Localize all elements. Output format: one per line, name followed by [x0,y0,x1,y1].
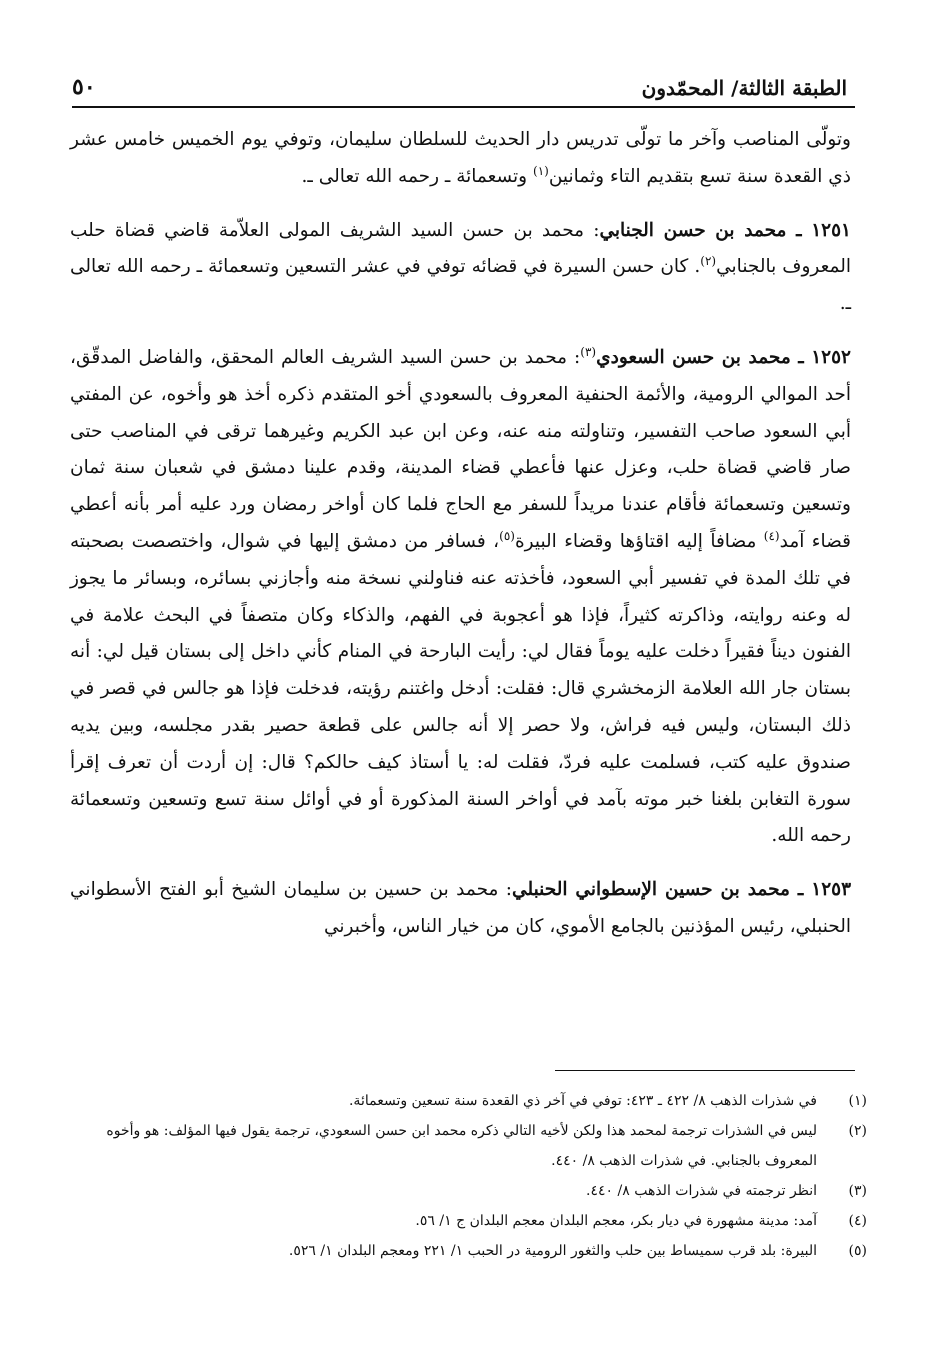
footnote-ref: (٥) [499,528,515,543]
footnote-number: (٢) [848,1123,867,1139]
footnote-rule [555,1070,855,1071]
footnote-item [72,1116,867,1176]
entry-1252: ١٢٥٢ ـ محمد بن حسن السعودي$^{(٣)}$: محمد بن حسن السيد الشريف العالم المحقق، والفاضل المدقّق، أحد الموالي الرومية، والأئمة الحنفية المعروف بالسعودي أخو المتقدم ذكره أخذ هو وأخوه، عن المفتي أبي السعود صاحب التفسير، وتناولته منه عنه، وعن ابن عبد الكريم وغيرهما ترقى في المناصب حتى صار قاضي قضاة حلب، وعزل عنها فأعطي قضاء المدينة، وقدم علينا دمشق في شعبان سنة ثمان وتسعين وتسعمائة فأقام عندنا مريداً للسفر مع الحاج فلما كان أواخر رمضان ورد عليه أمر بأنه أعطي قضاء آمد$^{(٤)}$ مضافاً إليه اقتاؤها وقضاء البيرة$^{(٥)}$، فسافر من دمشق إليها في شوال، واختصصت بصحبته في تلك المدة في تفسير أبي السعود، فأخذته عنه فناولني نسخة منه وأجازني بسائره، وبسائر ما يجوز له وعنه روايته، وذاكرته كثيراً، فإذا هو أعجوبة في الفهم، والذكاء وكان متصفاً في البحث علامة في الفنون ديناً فقيراً دخلت عليه يوماً فقال لي: رأيت البارحة في المنام كأني داخل إلى بستان قيل لي: أنه بستان جار الله العلامة الزمخشري قال: فقلت: أدخل واغتنم رؤيته، فدخلت فإذا هو جالس في قصر في ذلك البستان، وليس فيه فراش، ولا حصر إلا أنه جالس على قطعة حصير بقدر مجلسه، وبين يديه صندوق عليه كتب، فسلمت عليه فردّ، فقلت له: يا أستاذ كيف حالكم؟ قال: إن أردت أن تعرف إقرأ سورة التغابن بلغنا خبر موته بآمد في أواخر السنة المذكورة أو في أوائل سنة تسع وتسعين وتسعمائة رحمه الله. [70,344,851,847]
footnote-item [72,1176,867,1206]
footnote-number: (١) [848,1093,867,1109]
page-number: ٥٠ [72,74,96,100]
footnote-ref: (٢) [700,254,717,269]
footnote-ref: (١) [533,163,549,178]
footnote-text: ليس في الشذرات ترجمة لمحمد هذا ولكن لأخيه التالي ذكره محمد ابن حسن السعودي، ترجمة يقول فيها المؤلف: هو وأخوه المعروف بالجنابي. في شذرات الذهب ٨/ ٤٤٠. [106,1123,817,1169]
running-title: الطبقة الثالثة/ المحمّدون [641,76,847,100]
footnote-text: آمد: مدينة مشهورة في ديار بكر، معجم البلدان معجم البلدان ج ١/ ٥٦. [415,1213,817,1229]
footnote-number: (٥) [848,1243,867,1259]
entry-heading: ١٢٥١ ـ محمد بن حسن الجنابي [599,219,851,241]
footnote-number: (٣) [848,1183,867,1199]
footnote-text: البيرة: بلد قرب سميساط بين حلب والثغور الرومية در الحبب ١/ ٢٢١ ومعجم البلدان ١/ ٥٢٦. [288,1243,817,1259]
paragraph: وتولّى المناصب وآخر ما تولّى تدريس دار الحديث للسلطان سليمان، وتوفي يوم الخميس خامس عشر ذي القعدة سنة تسع بتقديم التاء وثمانين$^{(١)}$ وتسعمائة ـ رحمه الله تعالى ـ. [70,129,851,187]
footnote-item [72,1236,867,1266]
footnote-text: انظر ترجمته في شذرات الذهب ٨/ ٤٤٠. [586,1183,817,1199]
main-text [70,122,851,963]
entry-1253: ١٢٥٣ ـ محمد بن حسين الإسطواني الحنبلي: محمد بن حسين بن سليمان الشيخ أبو الفتح الأسطواني الحنبلي، رئيس المؤذنين بالجامع الأموي، كان من خيار الناس، وأخبرني [70,879,852,937]
footnotes [72,1086,867,1266]
footnote-item [72,1086,867,1116]
footnote-number: (٤) [848,1213,867,1229]
entry-heading: ١٢٥٣ ـ محمد بن حسين الإسطواني الحنبلي [512,879,852,901]
entry-1251: ١٢٥١ ـ محمد بن حسن الجنابي: محمد بن حسن السيد الشريف المولى العلاّمة قاضي قضاة حلب المعروف بالجنابي$^{(٢)}$. كان حسن السيرة في قضائه توفي في عشر التسعين وتسعمائة ـ رحمه الله تعالى ـ. [70,219,852,315]
entry-heading: ١٢٥٢ ـ محمد بن حسن السعودي [596,346,851,368]
header-rule [72,106,855,108]
footnote-ref: (٤) [763,528,780,543]
footnote-item [72,1206,867,1236]
page-header [72,60,847,100]
footnote-text: في شذرات الذهب ٨/ ٤٢٢ ـ ٤٢٣: توفي في آخر ذي القعدة سنة تسعين وتسعمائة. [348,1093,817,1109]
footnote-ref: (٣) [580,344,597,359]
